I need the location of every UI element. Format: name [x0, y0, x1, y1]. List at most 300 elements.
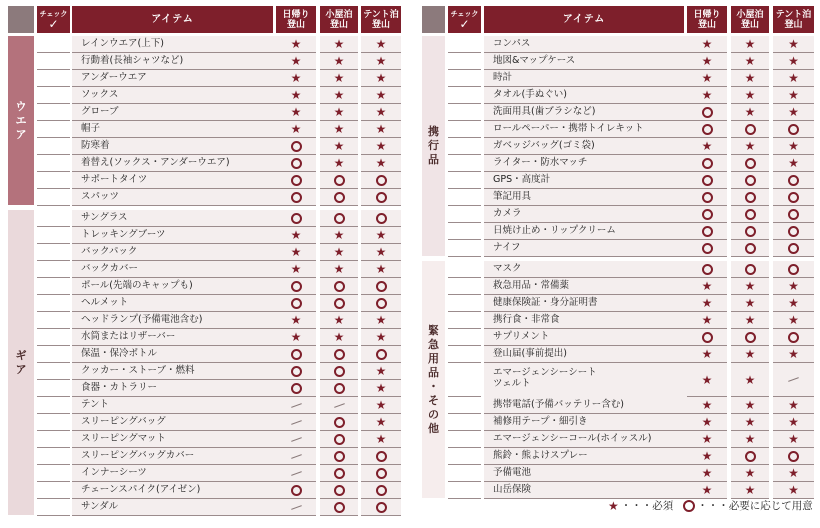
hut-stay-cell: [320, 431, 358, 448]
tent-stay-cell: [361, 465, 401, 482]
header-hut-stay: [731, 6, 769, 33]
star-icon: ★: [290, 228, 302, 242]
tent-stay-cell: [773, 240, 814, 257]
item-name: チェーンスパイク(アイゼン): [72, 482, 282, 499]
circle-icon: [376, 281, 387, 292]
star-icon: ★: [788, 313, 799, 327]
circle-icon: [291, 349, 302, 360]
day-trip-cell: [687, 329, 727, 346]
circle-icon: [702, 243, 713, 254]
item-name: ロールペーパー・携帯トイレキット: [484, 121, 693, 138]
item-name: ガベッジバッグ(ゴミ袋): [484, 138, 693, 155]
star-icon: ★: [375, 313, 387, 327]
header-item: アイテム: [484, 6, 684, 33]
tent-stay-cell: [773, 223, 814, 240]
star-icon: ★: [788, 37, 799, 51]
table-row: [8, 312, 401, 329]
circle-icon: [745, 332, 756, 343]
check-box[interactable]: [448, 261, 481, 278]
check-box[interactable]: [37, 121, 70, 138]
check-box[interactable]: [448, 121, 481, 138]
day-trip-cell: [687, 240, 727, 257]
star-icon: ★: [375, 37, 387, 51]
tent-stay-cell: [773, 172, 814, 189]
check-box[interactable]: [448, 448, 481, 465]
check-box[interactable]: [448, 70, 481, 87]
hut-stay-cell: [731, 189, 769, 206]
star-icon: ★: [744, 71, 756, 85]
star-icon: ★: [333, 37, 345, 51]
circle-icon: [745, 451, 756, 462]
day-trip-cell: [687, 295, 727, 312]
tent-stay-cell: [773, 312, 814, 329]
check-box[interactable]: [448, 155, 481, 172]
table-row: [422, 482, 814, 499]
check-box[interactable]: [37, 465, 70, 482]
category-char: ウ: [15, 99, 27, 113]
item-name: インナーシーツ: [72, 465, 282, 482]
hut-stay-cell: [320, 189, 358, 206]
hut-stay-cell: [320, 346, 358, 363]
circle-icon: [702, 107, 713, 118]
star-icon: ★: [788, 88, 799, 102]
check-box[interactable]: [37, 189, 70, 206]
check-box[interactable]: [448, 104, 481, 121]
item-name: 携行食・非常食: [484, 312, 693, 329]
item-name: 救急用品・常備薬: [484, 278, 693, 295]
check-box[interactable]: [37, 172, 70, 189]
item-name: 食器・カトラリー: [72, 380, 282, 397]
check-box[interactable]: [448, 312, 481, 329]
day-trip-cell: [687, 431, 727, 448]
star-icon: ★: [290, 262, 302, 276]
check-box[interactable]: [37, 448, 70, 465]
legend-circle-icon: [683, 500, 695, 512]
star-icon: ★: [788, 398, 799, 412]
star-icon: ★: [375, 262, 387, 276]
table-row: [422, 53, 814, 70]
tent-stay-cell: [773, 414, 814, 431]
circle-icon: [291, 192, 302, 203]
item-name: ヘルメット: [72, 295, 282, 312]
category-char: 緊: [428, 323, 439, 337]
check-box[interactable]: [448, 36, 481, 53]
check-box[interactable]: [37, 227, 70, 244]
star-icon: ★: [744, 37, 756, 51]
header-tent-stay-line2: 登山: [371, 19, 390, 30]
day-trip-cell: [687, 261, 727, 278]
hut-stay-cell: [320, 397, 358, 414]
tent-stay-cell: [361, 53, 401, 70]
day-trip-cell: [276, 189, 316, 206]
check-box[interactable]: [448, 295, 481, 312]
check-mark-icon: ✓: [459, 16, 470, 31]
circle-icon: [334, 213, 345, 224]
tent-stay-cell: [361, 87, 401, 104]
table-row: [8, 155, 401, 172]
hut-stay-cell: [320, 329, 358, 346]
circle-icon: [334, 281, 345, 292]
check-label: チェック: [39, 9, 68, 18]
day-trip-cell: [687, 104, 727, 121]
check-box[interactable]: [448, 414, 481, 431]
tent-stay-cell: [773, 448, 814, 465]
check-box[interactable]: [448, 482, 481, 499]
check-box[interactable]: [37, 138, 70, 155]
circle-icon: [334, 383, 345, 394]
table-row: [422, 414, 814, 431]
check-box[interactable]: [37, 53, 70, 70]
tent-stay-cell: [773, 121, 814, 138]
table-row: [8, 87, 401, 104]
day-trip-cell: [687, 482, 727, 499]
star-icon: ★: [788, 139, 799, 153]
table-row: [422, 104, 814, 121]
item-name: 健康保険証・身分証明書: [484, 295, 693, 312]
check-box[interactable]: [37, 431, 70, 448]
item-name: グローブ: [72, 104, 282, 121]
tent-stay-cell: [773, 53, 814, 70]
circle-icon: [745, 209, 756, 220]
category-char: の: [428, 407, 439, 421]
day-trip-cell: [276, 312, 316, 329]
item-name: ソックス: [72, 87, 282, 104]
legend-star-text: ・・・必須: [620, 500, 674, 512]
header-day-trip-line2: 登山: [286, 19, 305, 30]
item-name: スリーピングバッグ: [72, 414, 282, 431]
day-trip-cell: [687, 363, 727, 397]
dash-icon: [291, 454, 302, 459]
tent-stay-cell: [361, 172, 401, 189]
day-trip-cell: [687, 70, 727, 87]
table-row: [8, 261, 401, 278]
circle-icon: [745, 264, 756, 275]
check-box[interactable]: [448, 346, 481, 363]
star-icon: ★: [744, 398, 756, 412]
item-name: サングラス: [72, 210, 282, 227]
check-box[interactable]: [448, 329, 481, 346]
circle-icon: [291, 366, 302, 377]
circle-icon: [788, 332, 799, 343]
tent-stay-cell: [361, 261, 401, 278]
table-row: [8, 414, 401, 431]
star-icon: ★: [744, 466, 756, 480]
star-icon: ★: [701, 432, 713, 446]
table-row: [8, 172, 401, 189]
star-icon: ★: [333, 105, 345, 119]
item-name: 予備電池: [484, 465, 693, 482]
item-name: 山岳保険: [484, 482, 693, 499]
check-box[interactable]: [37, 70, 70, 87]
circle-icon: [702, 226, 713, 237]
hut-stay-cell: [731, 329, 769, 346]
item-name: 防寒着: [72, 138, 282, 155]
tent-stay-cell: [773, 87, 814, 104]
header-hut-stay: [320, 6, 358, 33]
check-box[interactable]: [448, 278, 481, 295]
check-box[interactable]: [448, 206, 481, 223]
star-icon: ★: [744, 296, 756, 310]
category-char: 行: [428, 139, 439, 152]
star-icon: ★: [290, 122, 302, 136]
item-name: 水筒またはリザーバー: [72, 329, 282, 346]
circle-icon: [334, 298, 345, 309]
item-name: ポール(先端のキャップも): [72, 278, 282, 295]
check-box[interactable]: [448, 223, 481, 240]
header-hut-stay-line1: 小屋泊: [736, 9, 764, 20]
check-box[interactable]: [37, 380, 70, 397]
circle-icon: [702, 175, 713, 186]
item-name: 保温・保冷ボトル: [72, 346, 282, 363]
hut-stay-cell: [320, 278, 358, 295]
circle-icon: [291, 281, 302, 292]
day-trip-cell: [276, 36, 316, 53]
header-tent-stay: [361, 6, 401, 33]
item-name: 携帯電話(予備バッテリー含む): [484, 397, 693, 414]
category-char: 品: [428, 153, 439, 166]
header-tent-stay: [773, 6, 814, 33]
check-box[interactable]: [37, 346, 70, 363]
day-trip-cell: [276, 138, 316, 155]
day-trip-cell: [276, 104, 316, 121]
check-box[interactable]: [37, 278, 70, 295]
hut-stay-cell: [731, 261, 769, 278]
hut-stay-cell: [731, 448, 769, 465]
check-box[interactable]: [448, 172, 481, 189]
table-row: [8, 380, 401, 397]
check-box[interactable]: [37, 329, 70, 346]
hut-stay-cell: [320, 380, 358, 397]
star-icon: ★: [701, 466, 713, 480]
day-trip-cell: [687, 346, 727, 363]
star-icon: ★: [333, 330, 345, 344]
table-row: [8, 499, 401, 516]
star-icon: ★: [701, 313, 713, 327]
table-row: [422, 465, 814, 482]
check-box[interactable]: [448, 431, 481, 448]
table-row: [422, 240, 814, 257]
table-row: [8, 138, 401, 155]
tent-stay-cell: [361, 121, 401, 138]
item-name: サンダル: [72, 499, 282, 516]
tent-stay-cell: [773, 465, 814, 482]
check-box[interactable]: [448, 465, 481, 482]
tent-stay-cell: [361, 397, 401, 414]
hut-stay-cell: [731, 278, 769, 295]
item-name: ヘッドランプ(予備電池含む): [72, 312, 282, 329]
day-trip-cell: [276, 261, 316, 278]
table-row: [8, 210, 401, 227]
table-row: [422, 189, 814, 206]
circle-icon: [334, 434, 345, 445]
header-hut-stay-line2: 登山: [329, 19, 348, 30]
tent-stay-cell: [773, 329, 814, 346]
day-trip-cell: [687, 121, 727, 138]
hut-stay-cell: [731, 104, 769, 121]
hut-stay-cell: [320, 87, 358, 104]
star-icon: ★: [701, 139, 713, 153]
star-icon: ★: [333, 313, 345, 327]
table-row: [422, 431, 814, 448]
day-trip-cell: [276, 87, 316, 104]
check-box[interactable]: [37, 363, 70, 380]
circle-icon: [788, 264, 799, 275]
category-char: ア: [15, 127, 27, 141]
table-row: [8, 36, 401, 53]
tent-stay-cell: [361, 227, 401, 244]
tent-stay-cell: [361, 482, 401, 499]
header-item: アイテム: [72, 6, 273, 33]
circle-icon: [291, 213, 302, 224]
table-row: [422, 206, 814, 223]
category-char: 品: [428, 365, 439, 379]
category-char: ギ: [15, 348, 27, 362]
day-trip-cell: [276, 499, 316, 516]
check-box[interactable]: [37, 36, 70, 53]
tent-stay-cell: [361, 155, 401, 172]
hut-stay-cell: [731, 363, 769, 397]
table-row: [8, 329, 401, 346]
star-icon: ★: [744, 313, 756, 327]
legend: [608, 498, 813, 513]
table-row: [8, 189, 401, 206]
check-box[interactable]: [448, 189, 481, 206]
check-box[interactable]: [448, 138, 481, 155]
star-icon: ★: [375, 88, 387, 102]
hut-stay-cell: [320, 499, 358, 516]
check-box[interactable]: [37, 312, 70, 329]
circle-icon: [788, 243, 799, 254]
day-trip-cell: [276, 278, 316, 295]
tent-stay-cell: [773, 206, 814, 223]
day-trip-cell: [687, 138, 727, 155]
circle-icon: [702, 124, 713, 135]
header-day-trip-line2: 登山: [697, 19, 716, 30]
star-icon: ★: [375, 415, 387, 429]
day-trip-cell: [687, 465, 727, 482]
day-trip-cell: [276, 329, 316, 346]
check-box[interactable]: [37, 295, 70, 312]
item-name: 補修用テープ・細引き: [484, 414, 693, 431]
check-box[interactable]: [37, 87, 70, 104]
check-box[interactable]: [37, 244, 70, 261]
category-char: 急: [428, 337, 439, 351]
table-row: [422, 87, 814, 104]
circle-icon: [702, 209, 713, 220]
check-box[interactable]: [37, 155, 70, 172]
hut-stay-cell: [320, 104, 358, 121]
circle-icon: [334, 175, 345, 186]
star-icon: ★: [375, 364, 387, 378]
table-row: [422, 397, 814, 414]
check-box[interactable]: [448, 363, 481, 397]
star-icon: ★: [375, 54, 387, 68]
star-icon: ★: [701, 483, 713, 497]
star-icon: ★: [375, 139, 387, 153]
dash-icon: [291, 505, 302, 510]
day-trip-cell: [687, 189, 727, 206]
circle-icon: [291, 298, 302, 309]
table-row: [422, 70, 814, 87]
star-icon: ★: [375, 122, 387, 136]
check-box[interactable]: [448, 87, 481, 104]
table-row: [8, 482, 401, 499]
tent-stay-cell: [361, 363, 401, 380]
hut-stay-cell: [731, 414, 769, 431]
star-icon: ★: [290, 313, 302, 327]
check-box[interactable]: [37, 499, 70, 516]
table-row: [422, 121, 814, 138]
check-box[interactable]: [37, 397, 70, 414]
tent-stay-cell: [773, 155, 814, 172]
hut-stay-cell: [320, 210, 358, 227]
circle-icon: [788, 124, 799, 135]
day-trip-cell: [276, 53, 316, 70]
table-header: [422, 6, 814, 33]
circle-icon: [334, 502, 345, 513]
star-icon: ★: [333, 88, 345, 102]
tent-stay-cell: [773, 346, 814, 363]
check-box[interactable]: [448, 397, 481, 414]
star-icon: ★: [701, 279, 713, 293]
item-name: バックカバー: [72, 261, 282, 278]
star-icon: ★: [290, 54, 302, 68]
check-box[interactable]: [448, 53, 481, 70]
check-box[interactable]: [448, 240, 481, 257]
item-name: スパッツ: [72, 189, 282, 206]
item-name: カメラ: [484, 206, 693, 223]
tent-stay-cell: [361, 70, 401, 87]
hut-stay-cell: [320, 172, 358, 189]
star-icon: ★: [744, 415, 756, 429]
day-trip-cell: [276, 295, 316, 312]
circle-icon: [376, 213, 387, 224]
dash-icon: [291, 403, 302, 408]
star-icon: ★: [744, 279, 756, 293]
hut-stay-cell: [731, 346, 769, 363]
star-icon: ★: [375, 71, 387, 85]
table-row: [8, 53, 401, 70]
table-row: [8, 227, 401, 244]
hut-stay-cell: [731, 53, 769, 70]
hut-stay-cell: [320, 312, 358, 329]
day-trip-cell: [276, 431, 316, 448]
star-icon: ★: [290, 88, 302, 102]
dash-icon: [788, 377, 799, 382]
tent-stay-cell: [773, 482, 814, 499]
table-row: [8, 431, 401, 448]
check-mark-icon: ✓: [48, 16, 59, 31]
circle-icon: [334, 451, 345, 462]
tent-stay-cell: [773, 189, 814, 206]
circle-icon: [291, 158, 302, 169]
star-icon: ★: [701, 71, 713, 85]
check-box[interactable]: [37, 261, 70, 278]
item-name: 行動着(長袖シャツなど): [72, 53, 282, 70]
table-row: [8, 448, 401, 465]
check-box[interactable]: [37, 414, 70, 431]
check-box[interactable]: [37, 104, 70, 121]
circle-icon: [334, 349, 345, 360]
hut-stay-cell: [320, 295, 358, 312]
check-box[interactable]: [37, 210, 70, 227]
day-trip-cell: [687, 53, 727, 70]
table-row: [422, 278, 814, 295]
check-box[interactable]: [37, 482, 70, 499]
tent-stay-cell: [361, 431, 401, 448]
star-icon: ★: [375, 228, 387, 242]
star-icon: ★: [701, 372, 713, 387]
